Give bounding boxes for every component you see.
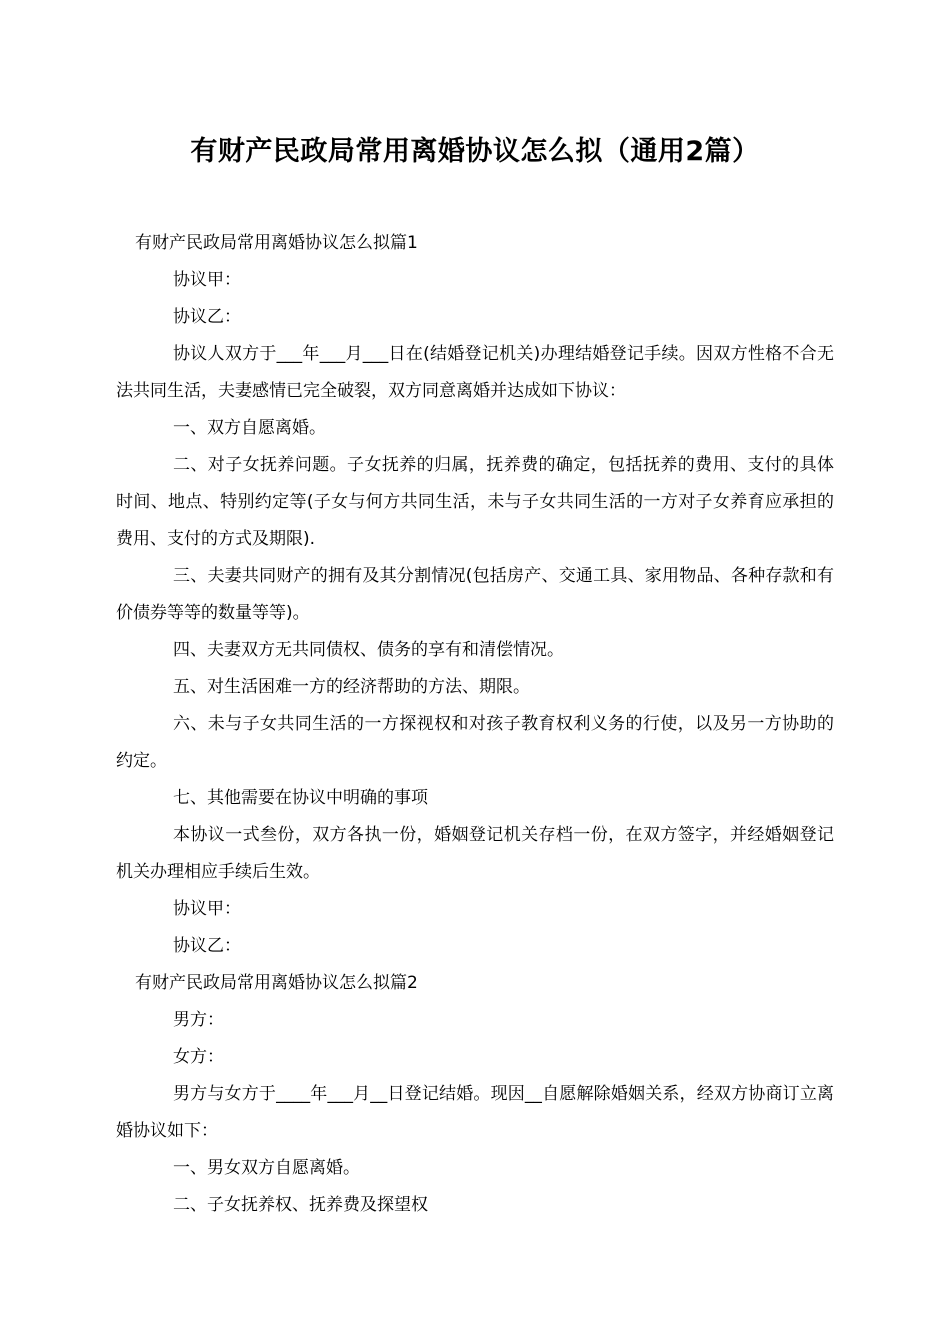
paragraph: 一、双方自愿离婚。 [173,418,326,438]
paragraph: 二、对子女抚养问题。子女抚养的归属，抚养费的确定，包括抚养的费用、支付的具体时间、地点、特别约定等(子女与何方共同生活，未与子女共同生活的一方对子女养育应承担的费用、支付的方式及期限). [116,455,834,549]
paragraph: 协议甲： [173,270,241,290]
paragraph: 男方与女方于____年___月__日登记结婚。现因__自愿解除婚姻关系，经双方协商订立离婚协议如下： [116,1084,834,1141]
paragraph: 协议乙： [173,936,241,956]
paragraph: 协议人双方于___年___月___日在(结婚登记机关)办理结婚登记手续。因双方性格不合无法共同生活，夫妻感情已完全破裂，双方同意离婚并达成如下协议： [116,344,834,401]
paragraph: 女方： [173,1047,224,1067]
paragraph: 本协议一式叁份，双方各执一份，婚姻登记机关存档一份，在双方签字，并经婚姻登记机关办理相应手续后生效。 [116,825,834,882]
paragraph: 五、对生活困难一方的经济帮助的方法、期限。 [173,677,530,697]
paragraph: 六、未与子女共同生活的一方探视权和对孩子教育权利义务的行使，以及另一方协助的约定。 [116,714,834,771]
paragraph: 三、夫妻共同财产的拥有及其分割情况(包括房产、交通工具、家用物品、各种存款和有价债券等等的数量等等)。 [116,566,834,623]
section-heading: 有财产民政局常用离婚协议怎么拟篇2 [135,973,418,993]
paragraph: 协议甲： [173,899,241,919]
paragraph: 四、夫妻双方无共同债权、债务的享有和清偿情况。 [173,640,564,660]
paragraph: 七、其他需要在协议中明确的事项 [173,788,428,808]
paragraph: 一、男女双方自愿离婚。 [173,1158,360,1178]
document-body [116,225,834,1224]
document-title: 有财产民政局常用离婚协议怎么拟（通用2篇） [190,136,760,167]
paragraph: 二、子女抚养权、抚养费及探望权 [173,1195,428,1215]
paragraph: 协议乙： [173,307,241,327]
section-heading: 有财产民政局常用离婚协议怎么拟篇1 [135,233,418,253]
paragraph: 男方： [173,1010,224,1030]
